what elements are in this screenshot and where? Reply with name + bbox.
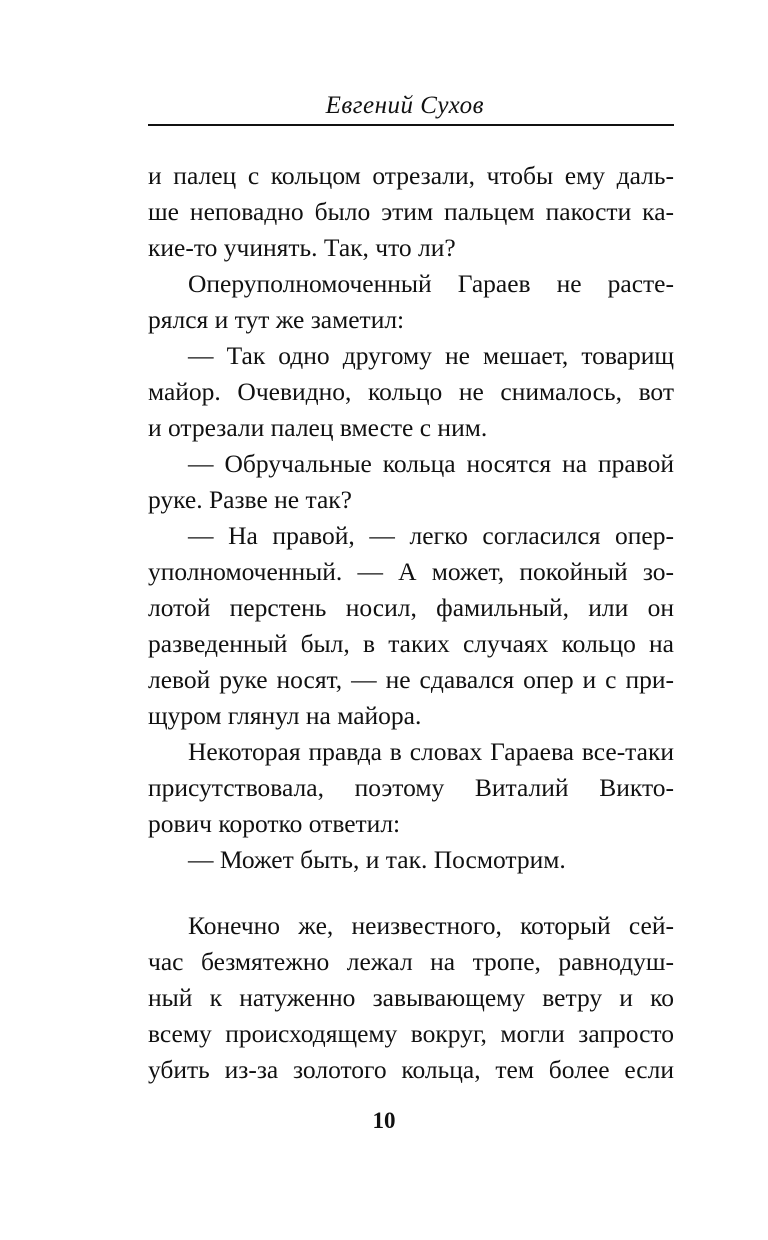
text-line: Конечно же, неизвестного, который сей- xyxy=(188,911,674,940)
text-line: кие-то учинять. Так, что ли? xyxy=(148,233,456,262)
text-line: руке. Разве не так? xyxy=(148,485,352,514)
text-line: всему происходящему вокруг, могли запросто xyxy=(148,1019,674,1048)
text-line: уполномоченный. — А может, покойный зо- xyxy=(148,557,674,586)
page-number: 10 xyxy=(372,1108,396,1133)
text-line: рялся и тут же заметил: xyxy=(148,305,405,334)
text-line: ный к натуженно завывающему ветру и ко xyxy=(148,983,674,1012)
text-line: Некоторая правда в словах Гараева все-таки xyxy=(188,737,674,766)
text-line: — Может быть, и так. Посмотрим. xyxy=(188,845,566,874)
text-line: Оперуполномоченный Гараев не расте- xyxy=(188,269,674,298)
text-line: — Так одно другому не мешает, товарищ xyxy=(188,341,674,370)
text-line: майор. Очевидно, кольцо не снималось, вот xyxy=(148,377,674,406)
text-line: левой руке носят, — не сдавался опер и с при- xyxy=(148,665,674,694)
running-title: Евгений Сухов xyxy=(325,92,484,119)
running-header xyxy=(148,88,674,126)
text-line: рович коротко ответил: xyxy=(148,809,401,838)
text-line: щуром глянул на майора. xyxy=(148,701,422,730)
text-line: присутствовала, поэтому Виталий Викто- xyxy=(148,773,674,802)
text-line: и отрезали палец вместе с ним. xyxy=(148,413,488,442)
text-line: час безмятежно лежал на тропе, равнодуш- xyxy=(148,947,674,976)
text-line: разведенный был, в таких случаях кольцо на xyxy=(148,629,674,658)
text-line: убить из-за золотого кольца, тем более если xyxy=(148,1055,674,1084)
text-line: и палец с кольцом отрезали, чтобы ему даль- xyxy=(148,161,674,190)
text-line: лотой перстень носил, фамильный, или он xyxy=(148,593,674,622)
text-line: — Обручальные кольца носятся на правой xyxy=(188,449,674,478)
text-line: — На правой, — легко согласился опер- xyxy=(188,521,674,550)
text-line: ше неповадно было этим пальцем пакости ка- xyxy=(148,197,674,226)
